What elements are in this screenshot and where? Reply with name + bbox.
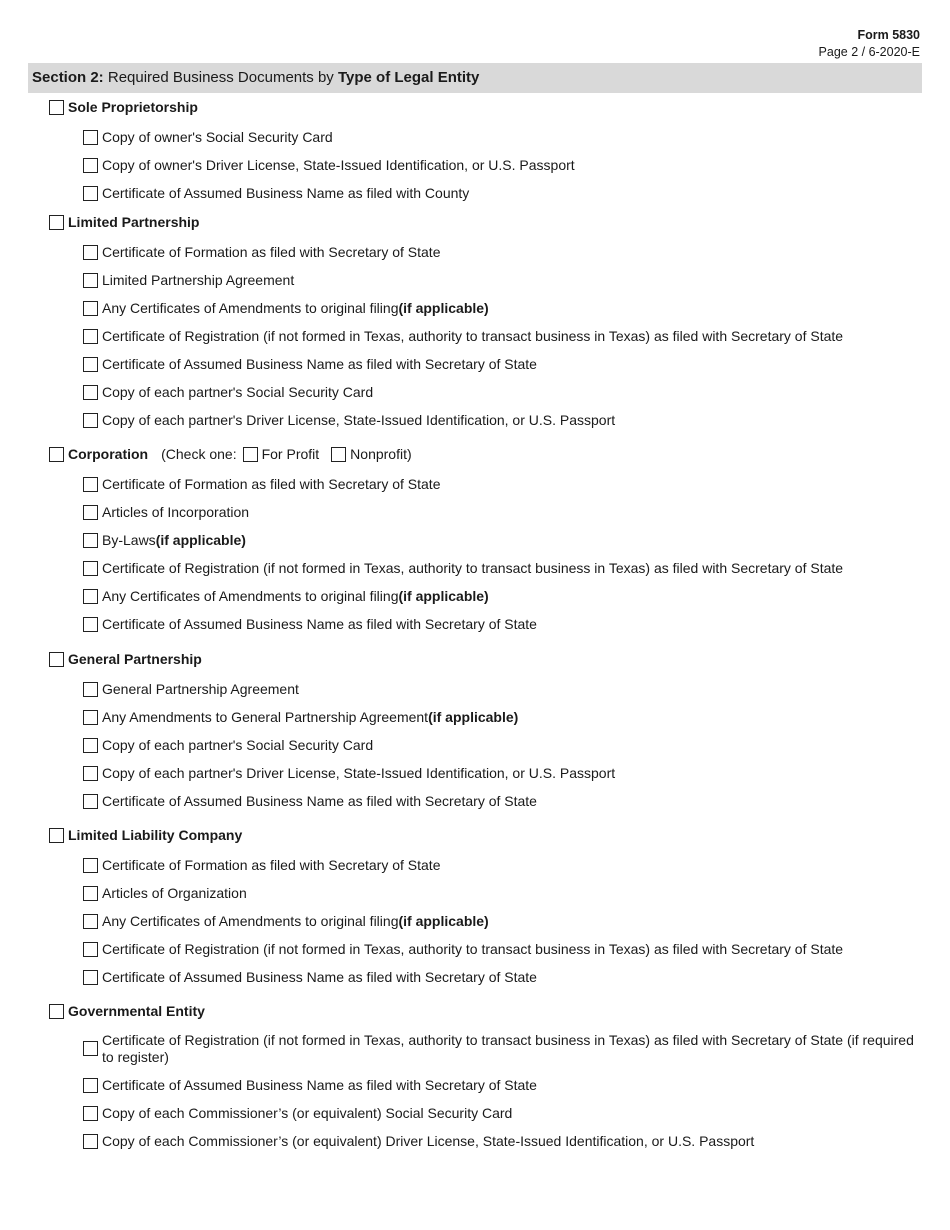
sole-proprietorship-label: Sole Proprietorship bbox=[68, 99, 198, 115]
document-label: Certificate of Registration (if not formed in Texas, authority to transact business in Texas) as filed with Secretary of State bbox=[102, 941, 844, 957]
list-item bbox=[83, 474, 440, 494]
document-checkbox[interactable] bbox=[83, 970, 98, 985]
document-label: Any Certificates of Amendments to original filing bbox=[102, 300, 399, 316]
document-label: Certificate of Assumed Business Name as filed with Secretary of State bbox=[102, 969, 537, 985]
document-label: Limited Partnership Agreement bbox=[102, 272, 295, 288]
list-item bbox=[83, 855, 440, 875]
document-checkbox[interactable] bbox=[83, 1106, 98, 1121]
if-applicable-note: (if applicable) bbox=[398, 300, 489, 316]
list-item bbox=[83, 679, 299, 699]
document-label: Certificate of Assumed Business Name as filed with Secretary of State bbox=[102, 356, 537, 372]
document-label: Copy of each partner's Driver License, State-Issued Identification, or U.S. Passport bbox=[102, 412, 616, 428]
document-checkbox[interactable] bbox=[83, 738, 98, 753]
document-label: Certificate of Formation as filed with Secretary of State bbox=[102, 244, 441, 260]
list-item bbox=[83, 326, 843, 346]
document-checkbox[interactable] bbox=[83, 886, 98, 901]
governmental-entity-row bbox=[49, 1001, 205, 1021]
list-item bbox=[83, 502, 249, 522]
document-label: Certificate of Registration (if not formed in Texas, authority to transact business in Texas) as filed with Secretary of State (if required to register) bbox=[102, 1032, 914, 1065]
if-applicable-note: (if applicable) bbox=[398, 588, 489, 604]
document-label: Copy of each partner's Social Security Card bbox=[102, 384, 374, 400]
document-checkbox[interactable] bbox=[83, 1041, 98, 1056]
document-checkbox[interactable] bbox=[83, 130, 98, 145]
document-checkbox[interactable] bbox=[83, 561, 98, 576]
if-applicable-note: (if applicable) bbox=[428, 709, 519, 725]
general-partnership-checkbox[interactable] bbox=[49, 652, 64, 667]
document-label: Certificate of Registration (if not formed in Texas, authority to transact business in Texas) as filed with Secretary of State bbox=[102, 560, 844, 576]
document-checkbox[interactable] bbox=[83, 533, 98, 548]
corporation-checkbox[interactable] bbox=[49, 447, 64, 462]
document-checkbox[interactable] bbox=[83, 589, 98, 604]
check-one-label: (Check one: bbox=[161, 446, 237, 462]
document-label: Copy of each Commissioner’s (or equivalent) Social Security Card bbox=[102, 1105, 513, 1121]
llc-row bbox=[49, 825, 242, 845]
list-item bbox=[83, 1075, 537, 1095]
list-item bbox=[83, 791, 537, 811]
list-item bbox=[83, 911, 489, 931]
list-item bbox=[83, 967, 537, 987]
document-checkbox[interactable] bbox=[83, 505, 98, 520]
general-partnership-label: General Partnership bbox=[68, 651, 202, 667]
document-checkbox[interactable] bbox=[83, 794, 98, 809]
list-item bbox=[83, 183, 469, 203]
llc-label: Limited Liability Company bbox=[68, 827, 243, 843]
document-label: Any Certificates of Amendments to original filing bbox=[102, 913, 399, 929]
document-checkbox[interactable] bbox=[83, 858, 98, 873]
document-checkbox[interactable] bbox=[83, 942, 98, 957]
section-title-mid: Required Business Documents by bbox=[103, 69, 338, 86]
document-checkbox[interactable] bbox=[83, 617, 98, 632]
document-checkbox[interactable] bbox=[83, 301, 98, 316]
document-checkbox[interactable] bbox=[83, 766, 98, 781]
document-label: Certificate of Assumed Business Name as filed with Secretary of State bbox=[102, 1077, 537, 1093]
list-item bbox=[83, 707, 518, 727]
document-label: Copy of owner's Social Security Card bbox=[102, 129, 333, 145]
document-label: Certificate of Assumed Business Name as filed with Secretary of State bbox=[102, 793, 537, 809]
corporation-label: Corporation bbox=[68, 446, 149, 462]
document-checkbox[interactable] bbox=[83, 158, 98, 173]
document-checkbox[interactable] bbox=[83, 1134, 98, 1149]
list-item bbox=[83, 1103, 512, 1123]
document-label: Certificate of Formation as filed with Secretary of State bbox=[102, 476, 441, 492]
document-checkbox[interactable] bbox=[83, 710, 98, 725]
document-label: Copy of each partner's Driver License, State-Issued Identification, or U.S. Passport bbox=[102, 765, 616, 781]
nonprofit-checkbox[interactable] bbox=[331, 447, 346, 462]
governmental-entity-label: Governmental Entity bbox=[68, 1003, 205, 1019]
section-title-tail: Type of Legal Entity bbox=[337, 69, 480, 86]
document-label: Any Certificates of Amendments to original filing bbox=[102, 588, 399, 604]
for-profit-checkbox[interactable] bbox=[243, 447, 258, 462]
list-item bbox=[83, 270, 294, 290]
page-info: Page 2 / 6-2020-E bbox=[818, 45, 920, 59]
document-checkbox[interactable] bbox=[83, 914, 98, 929]
list-item bbox=[83, 763, 615, 783]
document-checkbox[interactable] bbox=[83, 385, 98, 400]
list-item bbox=[83, 614, 537, 634]
form-number: Form 5830 bbox=[857, 28, 920, 42]
document-label: General Partnership Agreement bbox=[102, 681, 299, 697]
document-label: Certificate of Registration (if not formed in Texas, authority to transact business in Texas) as filed with Secretary of State bbox=[102, 328, 844, 344]
general-partnership-row bbox=[49, 649, 202, 669]
list-item bbox=[83, 242, 440, 262]
if-applicable-note: (if applicable) bbox=[155, 532, 246, 548]
list-item bbox=[83, 354, 537, 374]
governmental-entity-checkbox[interactable] bbox=[49, 1004, 64, 1019]
document-checkbox[interactable] bbox=[83, 682, 98, 697]
document-label: Any Amendments to General Partnership Agreement bbox=[102, 709, 429, 725]
document-label: Certificate of Assumed Business Name as filed with County bbox=[102, 185, 470, 201]
document-label: Copy of owner's Driver License, State-Issued Identification, or U.S. Passport bbox=[102, 157, 575, 173]
for-profit-label: For Profit bbox=[261, 446, 320, 462]
list-item bbox=[83, 735, 373, 755]
nonprofit-label: Nonprofit) bbox=[350, 446, 412, 462]
llc-checkbox[interactable] bbox=[49, 828, 64, 843]
list-item bbox=[83, 410, 615, 430]
list-item bbox=[83, 1032, 923, 1066]
if-applicable-note: (if applicable) bbox=[398, 913, 489, 929]
section-title-bar bbox=[28, 63, 922, 93]
list-item bbox=[83, 1131, 754, 1151]
section-label: Section 2: bbox=[32, 69, 104, 86]
document-label: Articles of Organization bbox=[102, 885, 247, 901]
list-item bbox=[83, 155, 575, 175]
limited-partnership-row bbox=[49, 212, 199, 232]
limited-partnership-checkbox[interactable] bbox=[49, 215, 64, 230]
document-checkbox[interactable] bbox=[83, 245, 98, 260]
sole-proprietorship-row bbox=[49, 97, 198, 117]
document-checkbox[interactable] bbox=[83, 273, 98, 288]
document-checkbox[interactable] bbox=[83, 477, 98, 492]
document-label: Copy of each partner's Social Security Card bbox=[102, 737, 374, 753]
list-item bbox=[83, 586, 489, 606]
document-label: By-Laws bbox=[102, 532, 156, 548]
document-label: Articles of Incorporation bbox=[102, 504, 250, 520]
document-checkbox[interactable] bbox=[83, 186, 98, 201]
list-item bbox=[83, 530, 246, 550]
corporation-row bbox=[49, 444, 412, 464]
document-checkbox[interactable] bbox=[83, 1078, 98, 1093]
list-item bbox=[83, 298, 489, 318]
form-header bbox=[819, 27, 920, 61]
document-checkbox[interactable] bbox=[83, 357, 98, 372]
document-checkbox[interactable] bbox=[83, 329, 98, 344]
list-item bbox=[83, 939, 843, 959]
list-item bbox=[83, 558, 843, 578]
sole-proprietorship-checkbox[interactable] bbox=[49, 100, 64, 115]
list-item bbox=[83, 127, 333, 147]
list-item bbox=[83, 382, 373, 402]
limited-partnership-label: Limited Partnership bbox=[68, 214, 200, 230]
document-label: Certificate of Assumed Business Name as filed with Secretary of State bbox=[102, 616, 537, 632]
document-checkbox[interactable] bbox=[83, 413, 98, 428]
document-label: Certificate of Formation as filed with Secretary of State bbox=[102, 857, 441, 873]
list-item bbox=[83, 883, 247, 903]
document-label: Copy of each Commissioner’s (or equivalent) Driver License, State-Issued Identification, or U.S. Passport bbox=[102, 1133, 755, 1149]
